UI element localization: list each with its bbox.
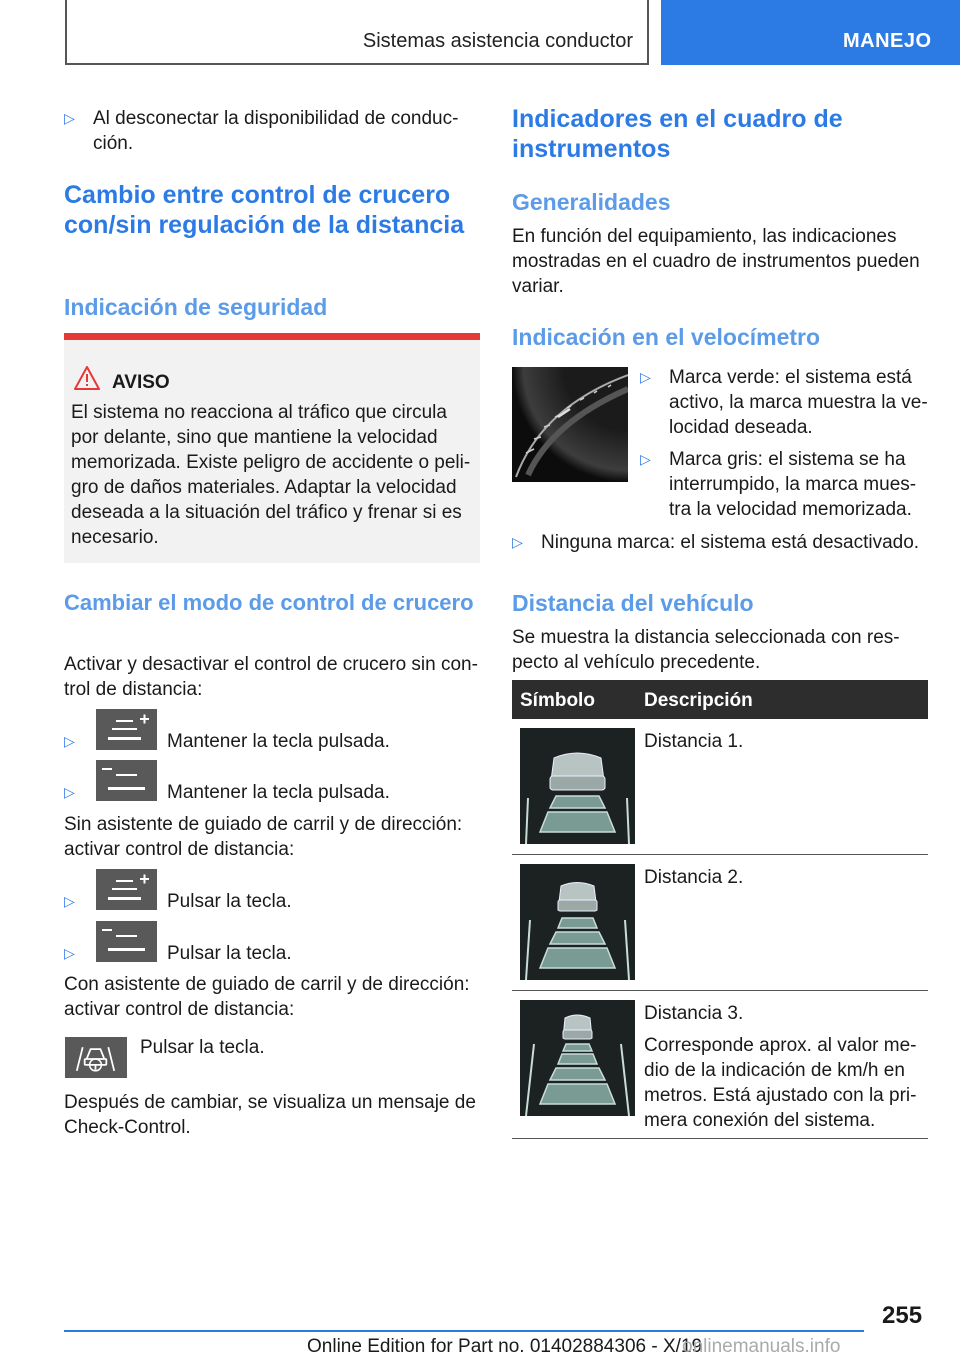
column-header-description: Descripción — [644, 690, 753, 711]
distance-table — [512, 680, 928, 1139]
bullet-triangle-icon: ▷ — [64, 893, 75, 909]
table-row — [512, 719, 928, 855]
para-distance: Se muestra la distancia seleccionada con res‐pecto al vehículo precedente. — [512, 627, 900, 673]
warning-label: AVISO — [112, 372, 170, 393]
bullet-triangle-icon: ▷ — [64, 110, 75, 126]
para-general: En función del equipamiento, las indicaciones mostradas en el cuadro de instrumentos pueden variar. — [512, 226, 920, 297]
table-row — [512, 991, 928, 1139]
steering-assist-key-icon — [65, 1037, 127, 1078]
distance-1-text: Distancia 1. — [644, 731, 744, 752]
key-press-plus-text: Pulsar la tecla. — [167, 891, 292, 912]
bullet-triangle-icon: ▷ — [640, 369, 651, 385]
heading-instrument-cluster: Indicadores en el cuadro de instrumentos — [512, 105, 843, 163]
key-hold-minus-text: Mantener la tecla pulsada. — [167, 782, 390, 803]
lane-plus-key-icon — [96, 709, 157, 750]
bullet-triangle-icon: ▷ — [64, 784, 75, 800]
chapter-tab[interactable] — [661, 0, 960, 65]
bullet-triangle-icon: ▷ — [640, 451, 651, 467]
section-title: Sistemas asistencia conductor — [362, 30, 633, 52]
bullet-triangle-icon: ▷ — [512, 534, 523, 550]
heading-speedometer: Indicación en el velocímetro — [512, 324, 821, 350]
warning-text: El sistema no reacciona al tráfico que circula por delante, sino que mantiene la velocidad memorizada. Existe peligro de accidente o peli‐gro de daños materiales. Adaptar la velocidad deseada a la situación del tráfico y frenar si es necesario. — [71, 402, 471, 548]
warning-triangle-icon — [74, 366, 100, 390]
footer-watermark[interactable]: onlinemanuals.info — [682, 1336, 841, 1357]
key-press-minus-text: Pulsar la tecla. — [167, 943, 292, 964]
distance-2-image — [520, 864, 635, 980]
distance-3-image — [520, 1000, 635, 1116]
footer-edition: Online Edition for Part no. 01402884306 - X/19 — [307, 1336, 703, 1357]
heading-mode: Cambiar el modo de control de crucero — [64, 590, 474, 615]
para-after-switch: Después de cambiar, se visualiza un mensaje de Check-Control. — [64, 1092, 476, 1138]
para-activate: Activar y desactivar el control de crucero sin con‐trol de distancia: — [64, 654, 478, 700]
heading-distance: Distancia del vehículo — [512, 590, 754, 616]
para-with-assist: Con asistente de guiado de carril y de dirección: activar control de distancia: — [64, 974, 470, 1020]
table-header — [512, 680, 928, 719]
lane-minus-key-icon — [96, 921, 157, 962]
lane-plus-key-icon — [96, 869, 157, 910]
heading-cruise-switch: Cambio entre control de crucero con/sin regulación de la distancia — [64, 181, 465, 239]
lane-minus-key-icon — [96, 760, 157, 801]
bullet-triangle-icon: ▷ — [64, 733, 75, 749]
table-row — [512, 855, 928, 991]
heading-general: Generalidades — [512, 189, 671, 215]
page-number: 255 — [882, 1302, 923, 1329]
para-without-assist: Sin asistente de guiado de carril y de dirección: activar control de distancia: — [64, 814, 463, 860]
speedometer-image — [512, 367, 628, 482]
heading-safety: Indicación de seguridad — [64, 294, 328, 320]
key-press-assist-text: Pulsar la tecla. — [140, 1037, 265, 1058]
chapter-tab-label: MANEJO — [843, 30, 932, 52]
distance-2-text: Distancia 2. — [644, 867, 744, 888]
distance-1-image — [520, 728, 635, 844]
bullet-triangle-icon: ▷ — [64, 945, 75, 961]
header-frame — [65, 0, 649, 65]
column-header-symbol: Símbolo — [520, 690, 595, 711]
footer-divider — [64, 1330, 864, 1332]
key-hold-plus-text: Mantener la tecla pulsada. — [167, 731, 390, 752]
distance-3-text: Distancia 3. Corresponde aprox. al valor me‐dio de la indicación de km/h en metros. Está ajustado con la pri‐mera conexión del sistema. — [644, 1003, 917, 1131]
warning-box — [64, 333, 480, 563]
